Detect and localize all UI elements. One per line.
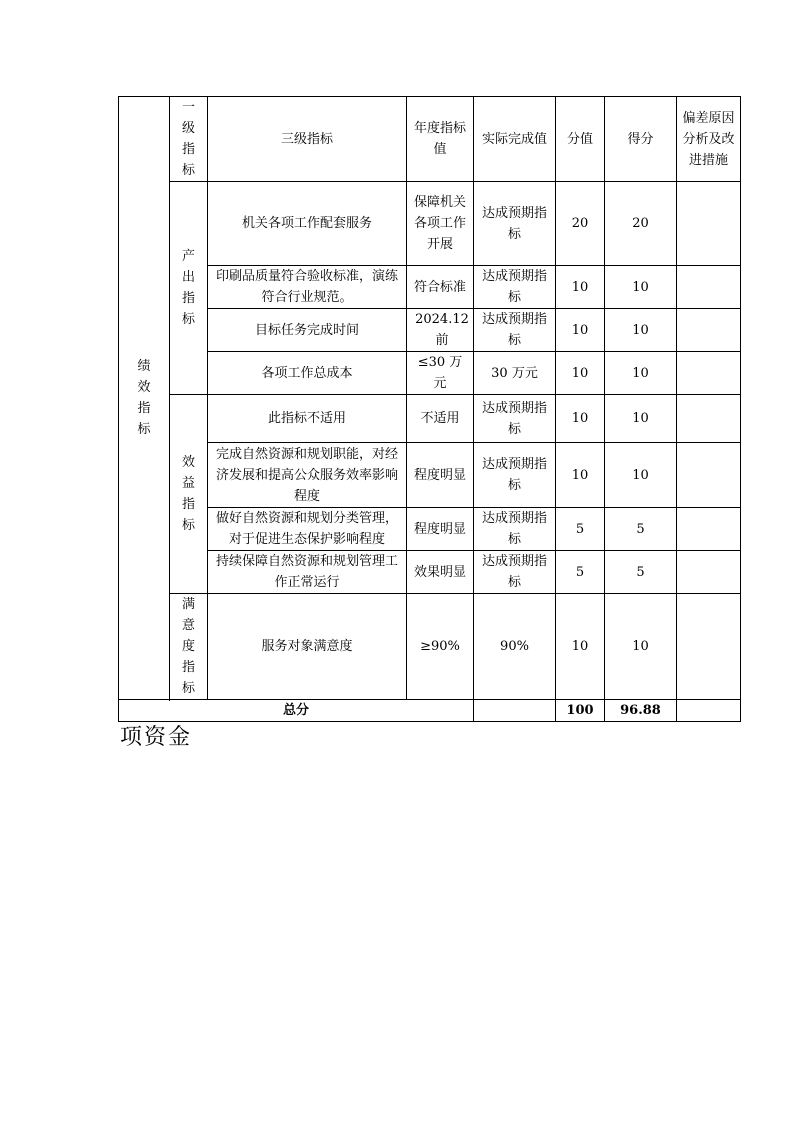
score-cell: 5 [605,508,677,551]
indicator-cell: 做好自然资源和规划分类管理，对于促进生态保护影响程度 [208,508,407,551]
target-cell: ≤30 万元 [407,352,474,395]
total-actual [474,700,556,722]
indicator-cell: 机关各项工作配套服务 [208,182,407,266]
group-label-benefit: 效益指标 [170,395,208,594]
table-row [119,182,741,266]
value-cell: 10 [556,352,605,395]
value-cell: 10 [556,395,605,443]
indicator-cell: 服务对象满意度 [208,594,407,700]
header-score: 得分 [605,97,677,182]
note-cell [677,443,741,508]
score-cell: 5 [605,551,677,594]
group-label-satisfaction: 满意度指标 [170,594,208,700]
table-row [119,266,741,309]
note-cell [677,594,741,700]
indicator-cell: 此指标不适用 [208,395,407,443]
score-cell: 10 [605,594,677,700]
total-label: 总分 [119,700,474,722]
note-cell [677,395,741,443]
note-cell [677,551,741,594]
score-cell: 10 [605,352,677,395]
table-row [119,352,741,395]
score-cell: 10 [605,309,677,352]
note-cell [677,508,741,551]
note-cell [677,352,741,395]
outer-label-performance: 绩效指标 [119,97,170,700]
header-level3: 三级指标 [208,97,407,182]
target-cell: 保障机关各项工作开展 [407,182,474,266]
indicator-cell: 印刷品质量符合验收标准，演练符合行业规范。 [208,266,407,309]
actual-cell: 达成预期指标 [474,443,556,508]
actual-cell: 达成预期指标 [474,266,556,309]
table-row [119,395,741,443]
header-annual-target: 年度指标值 [407,97,474,182]
value-cell: 10 [556,266,605,309]
indicator-cell: 持续保障自然资源和规划管理工作正常运行 [208,551,407,594]
table-row [119,443,741,508]
score-cell: 10 [605,443,677,508]
note-cell [677,266,741,309]
target-cell: 符合标准 [407,266,474,309]
header-level1: 一级指标 [170,97,208,182]
table-row [119,551,741,594]
performance-indicator-table [118,96,741,722]
score-cell: 20 [605,182,677,266]
total-score: 96.88 [605,700,677,722]
header-actual: 实际完成值 [474,97,556,182]
value-cell: 10 [556,309,605,352]
total-note [677,700,741,722]
table-row [119,594,741,700]
actual-cell: 达成预期指标 [474,551,556,594]
table-row [119,508,741,551]
score-cell: 10 [605,266,677,309]
indicator-cell: 完成自然资源和规划职能，对经济发展和提高公众服务效率影响程度 [208,443,407,508]
trailing-text: 项资金 [120,725,193,750]
indicator-cell: 各项工作总成本 [208,352,407,395]
actual-cell: 90% [474,594,556,700]
header-deviation: 偏差原因分析及改进措施 [677,97,741,182]
target-cell: ≥90% [407,594,474,700]
header-row [119,97,741,182]
actual-cell: 达成预期指标 [474,508,556,551]
target-cell: 程度明显 [407,508,474,551]
value-cell: 5 [556,508,605,551]
target-cell: 不适用 [407,395,474,443]
value-cell: 20 [556,182,605,266]
actual-cell: 30 万元 [474,352,556,395]
value-cell: 10 [556,443,605,508]
value-cell: 5 [556,551,605,594]
target-cell: 2024.12前 [407,309,474,352]
actual-cell: 达成预期指标 [474,309,556,352]
group-label-output: 产出指标 [170,182,208,395]
score-cell: 10 [605,395,677,443]
header-score-value: 分值 [556,97,605,182]
total-row [119,700,741,722]
indicator-cell: 目标任务完成时间 [208,309,407,352]
table-row [119,309,741,352]
actual-cell: 达成预期指标 [474,395,556,443]
actual-cell: 达成预期指标 [474,182,556,266]
target-cell: 效果明显 [407,551,474,594]
value-cell: 10 [556,594,605,700]
total-value: 100 [556,700,605,722]
target-cell: 程度明显 [407,443,474,508]
note-cell [677,182,741,266]
note-cell [677,309,741,352]
